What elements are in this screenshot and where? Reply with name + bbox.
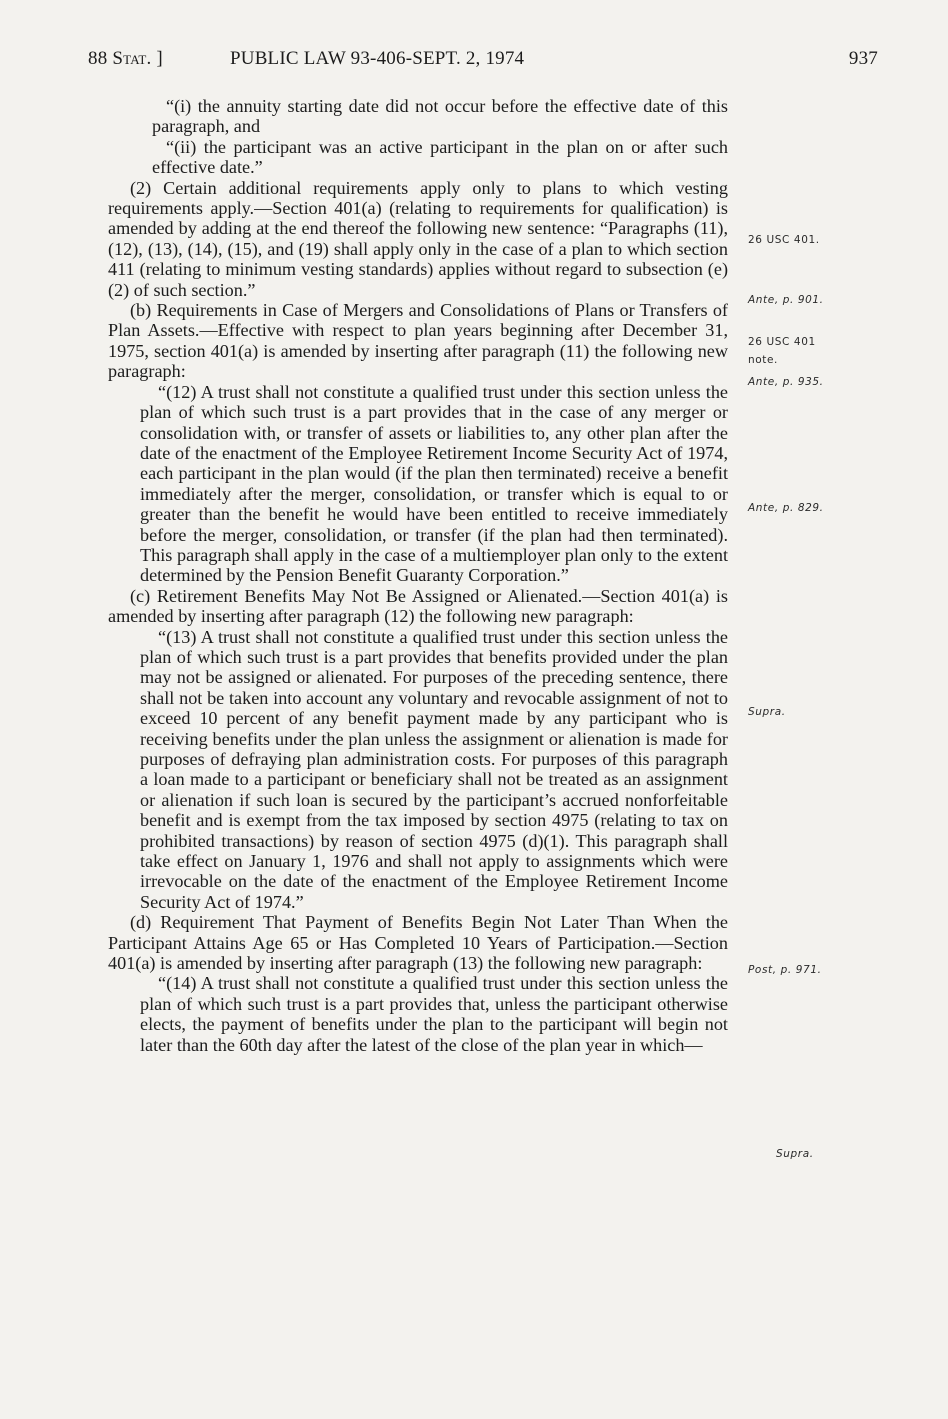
paragraph-c: (c) Retirement Benefits May Not Be Assigned or Alienated.—Section 401(a) is amended by inserting after paragraph (12) the following new paragraph: (108, 585, 728, 627)
paragraph-d: (d) Requirement That Payment of Benefits Begin Not Later Than When the Participant Attains Age 65 or Has Completed 10 Years of Participation.—Section 401(a) is amended by inserting after paragraph (13) the following new paragraph: (108, 912, 728, 974)
page-number: 937 (848, 48, 878, 69)
margin-note-note: note. (748, 354, 778, 366)
margin-note-26-usc-401: 26 USC 401. (748, 234, 820, 246)
paragraph-14: “(14) A trust shall not constitute a qualified trust under this section unless the plan of which such trust is a part provides that, unless the participant otherwise elects, the payment of benefits under the plan to the participant will begin not later than the 60th day after the latest of the close of the plan year in which— (140, 973, 728, 1055)
margin-note-supra-2: Supra. (776, 1148, 814, 1160)
paragraph-13: “(13) A trust shall not constitute a qualified trust under this section unless the plan of which such trust is a part provides that benefits provided under the plan may not be assigned or alienated. For purposes of the preceding sentence, there shall not be taken into account any voluntary and revocable assignment of not to exceed 10 percent of any benefit payment made by any participant who is receiving benefits under the plan unless the assignment or alienation is made for purposes of defraying plan administration costs. For purposes of this paragraph a loan made to a participant or beneficiary shall not be treated as an assignment or alienation if such loan is secured by the participant’s accrued nonforfeitable benefit and is exempt from the tax imposed by section 4975 (relating to tax on prohibited transactions) by reason of section 4975 (d)(1). This paragraph shall take effect on January 1, 1976 and shall not apply to assignments which were irrevocable on the date of the enactment of the Employee Retirement Income Security Act of 1974.” (140, 626, 728, 912)
paragraph-2: (2) Certain additional requirements apply only to plans to which vesting requirements apply.—Section 401(a) (relating to requirements for qualification) is amended by adding at the end thereof the following new sentence: “Paragraphs (11), (12), (13), (14), (15), and (19) shall apply only in the case of a plan to which section 411 (relating to minimum vesting standards) applies without regard to subsection (e)(2) of such section.” (108, 177, 728, 300)
paragraph-i: “(i) the annuity starting date did not occur before the effective date of this paragraph, and (152, 96, 728, 137)
margin-note-ante-935: Ante, p. 935. (748, 376, 824, 388)
margin-note-26-usc-401-note: 26 USC 401 (748, 336, 816, 348)
margin-note-ante-829: Ante, p. 829. (748, 502, 824, 514)
paragraph-b: (b) Requirements in Case of Mergers and Consolidations of Plans or Transfers of Plan Assets.—Effective with respect to plan years beginning after December 31, 1975, section 401(a) is amended by inserting after paragraph (11) the following new paragraph: (108, 300, 728, 382)
paragraph-ii: “(ii) the participant was an active participant in the plan on or after such effective date.” (152, 136, 728, 178)
body-text (108, 96, 728, 1055)
margin-note-post-971: Post, p. 971. (748, 964, 822, 976)
margin-note-supra-1: Supra. (748, 706, 786, 718)
margin-note-ante-901: Ante, p. 901. (748, 294, 824, 306)
statute-reference: 88 Stat. ] (88, 48, 163, 69)
page-title: PUBLIC LAW 93-406-SEPT. 2, 1974 (230, 48, 525, 69)
running-header (88, 44, 878, 74)
paragraph-12: “(12) A trust shall not constitute a qualified trust under this section unless the plan of which such trust is a part provides that in the case of any merger or consolidation with, or transfer of assets or liabilities to, any other plan after the date of the enactment of the Employee Retirement Income Security Act of 1974, each participant in the plan would (if the plan then terminated) receive a benefit immediately after the merger, consolidation, or transfer which is equal to or greater than the benefit he would have been entitled to receive immediately before the merger, consolidation, or transfer (if the plan had then terminated). This paragraph shall apply in the case of a multiemployer plan only to the extent determined by the Pension Benefit Guaranty Corporation.” (140, 381, 728, 586)
